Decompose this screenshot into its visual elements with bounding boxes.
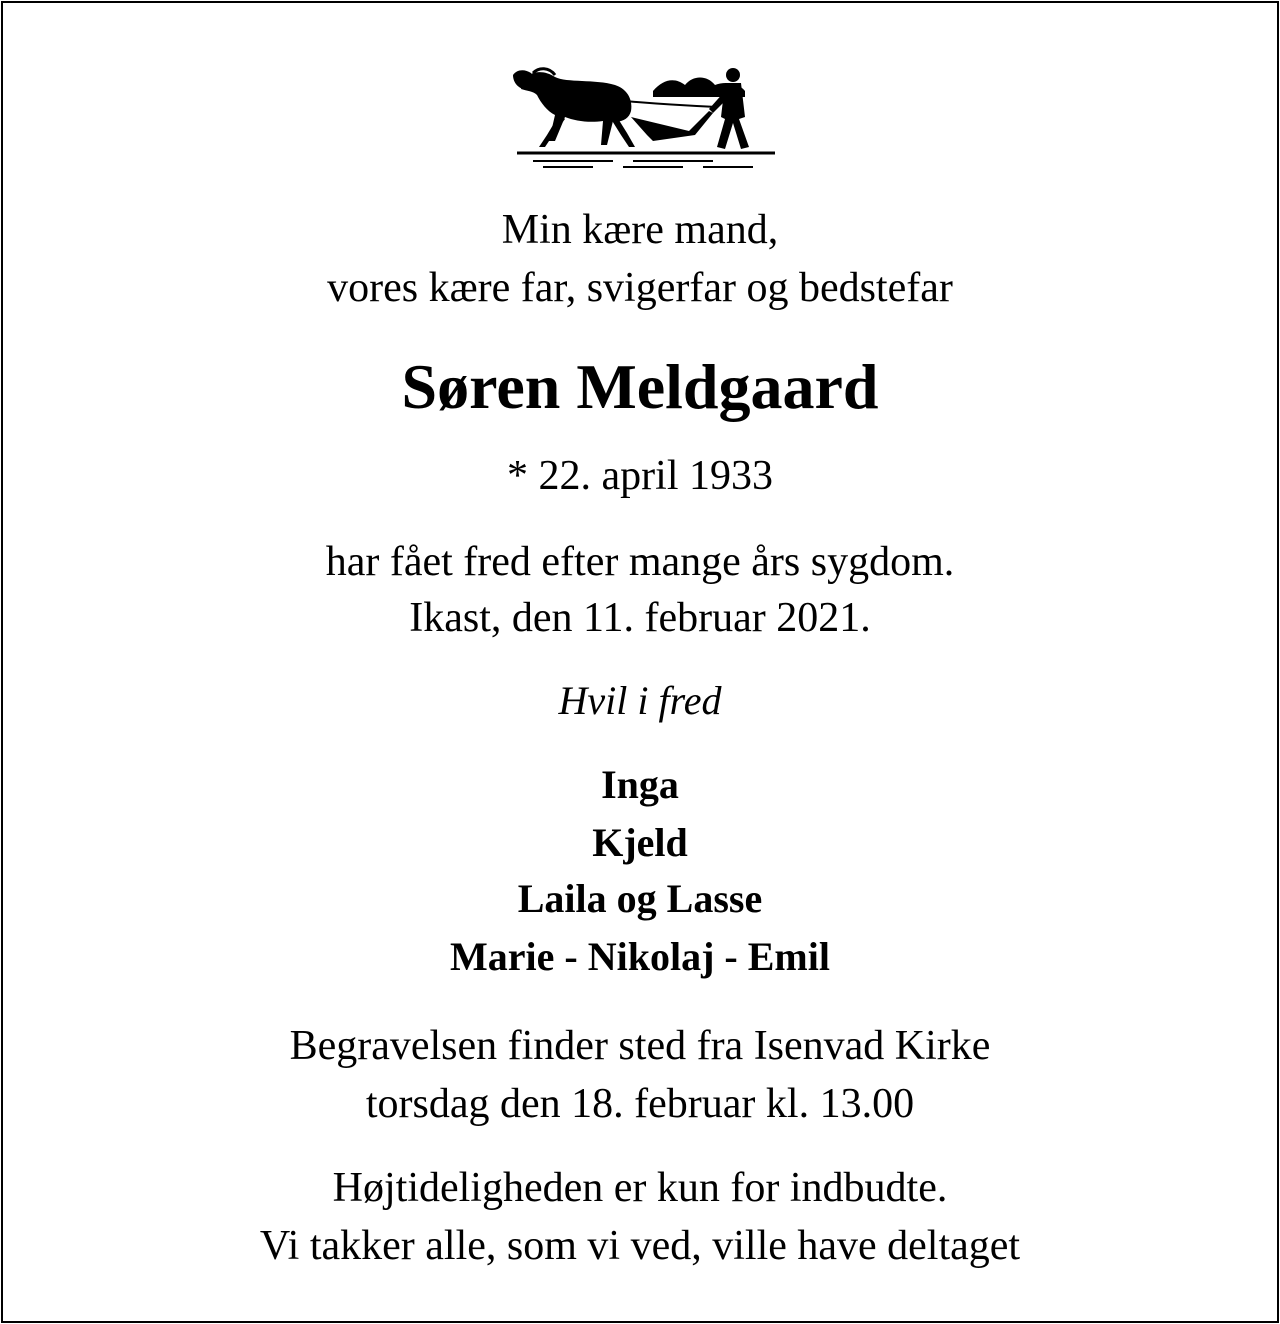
mourner-name: Marie - Nikolaj - Emil	[450, 934, 830, 979]
birth-date: * 22. april 1933	[507, 453, 773, 499]
notice-line-1: har fået fred efter mange års sygdom.	[325, 539, 955, 585]
funeral-line-1: Begravelsen finder sted fra Isenvad Kirke	[289, 1023, 991, 1069]
intro-line-2: vores kære far, svigerfar og bedstefar	[327, 265, 953, 311]
intro-line-1: Min kære mand,	[501, 207, 779, 253]
funeral-line-2: torsdag den 18. februar kl. 13.00	[365, 1081, 915, 1127]
deceased-name: Søren Meldgaard	[401, 351, 879, 422]
closing-line-1: Højtideligheden er kun for indbudte.	[332, 1165, 948, 1211]
closing-line-2: Vi takker alle, som vi ved, ville have deltaget	[259, 1223, 1021, 1269]
farewell-text: Hvil i fred	[558, 678, 722, 723]
mourner-name: Kjeld	[592, 820, 688, 865]
mourner-name: Inga	[601, 762, 679, 807]
obituary-frame	[1, 1, 1279, 1323]
notice-line-2: Ikast, den 11. februar 2021.	[409, 595, 871, 641]
mourner-name: Laila og Lasse	[517, 876, 763, 921]
horse-plough-farmer-icon	[503, 61, 781, 173]
